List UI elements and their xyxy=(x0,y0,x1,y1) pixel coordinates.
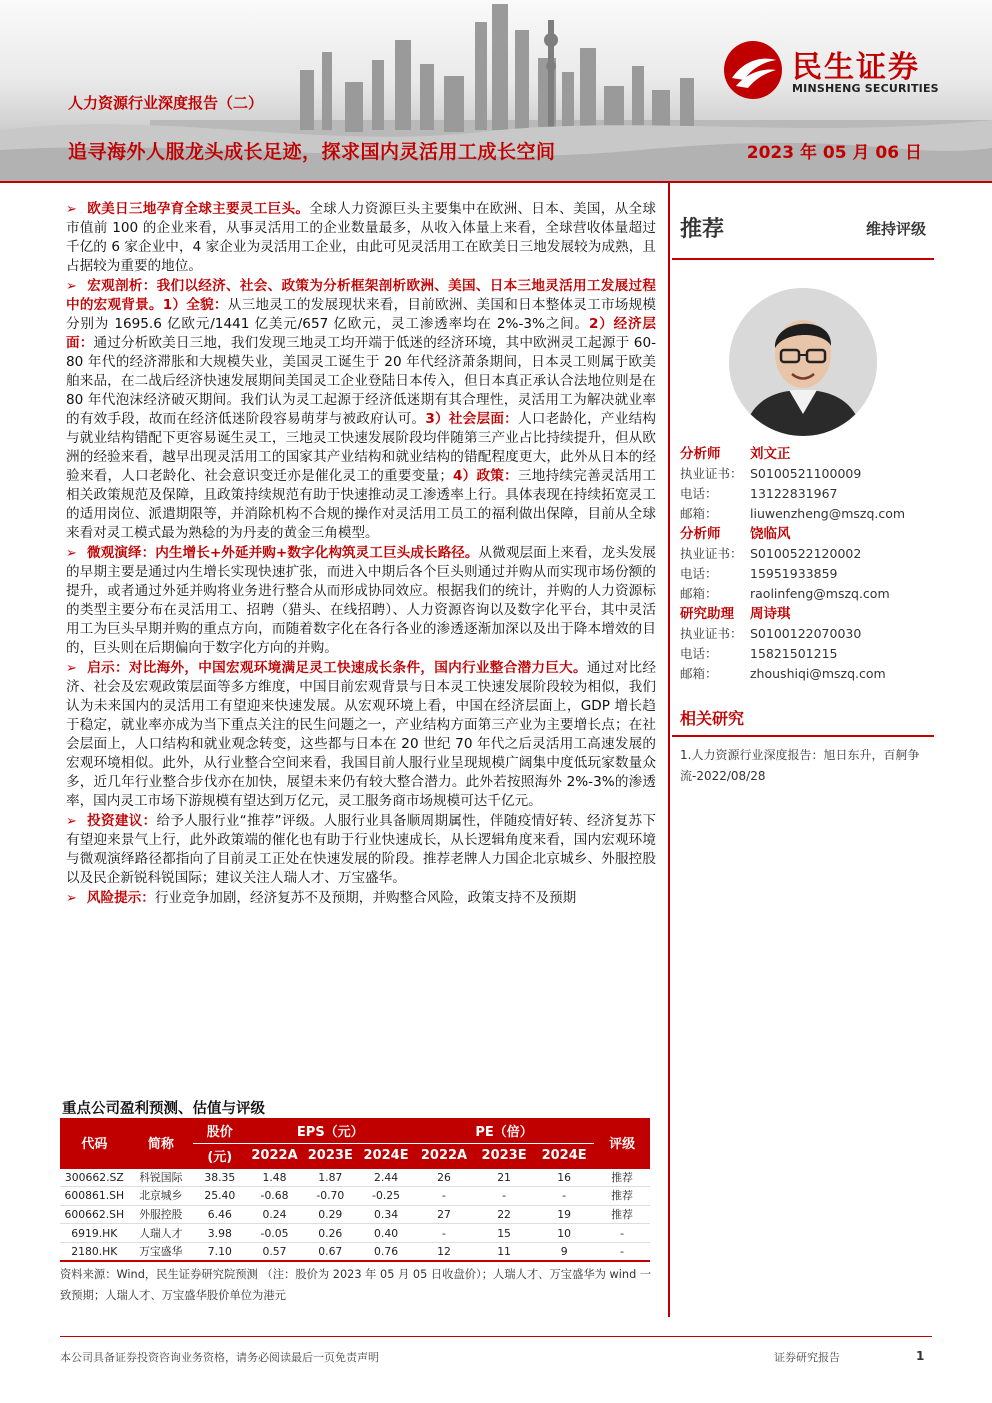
cell-pe-2024: 16 xyxy=(534,1168,594,1187)
paragraph-lead: 风险提示： xyxy=(86,890,155,906)
related-research xyxy=(672,706,934,787)
col-eps-2022: 2022A xyxy=(247,1143,303,1168)
sidebar xyxy=(672,196,934,783)
summary-paragraph xyxy=(66,200,656,276)
cell-name: 北京城乡 xyxy=(129,1187,193,1206)
paragraph-text: 从三地灵工的发展现状来看，目前欧洲、美国和日本整体灵工市场规模分别为 1695.6 亿欧元/1441 亿美元/657 亿欧元，灵工渗透率均在 2%-3%之间。 xyxy=(66,297,657,332)
cell-eps-2023: 1.87 xyxy=(302,1168,358,1187)
cell-code: 300662.SZ xyxy=(60,1168,129,1187)
arrow-bullet-icon: ➢ xyxy=(66,279,77,294)
cell-eps-2024: 0.34 xyxy=(358,1205,414,1224)
analyst-phone-label: 电话： xyxy=(680,646,718,661)
cell-eps-2023: 0.67 xyxy=(302,1242,358,1261)
cell-eps-2022: 0.57 xyxy=(247,1242,303,1261)
col-pe-2022: 2022A xyxy=(414,1143,474,1168)
cell-code: 2180.HK xyxy=(60,1242,129,1261)
paragraph-text: 全球人力资源巨头主要集中在欧洲、日本、美国，从全球市值前 100 的企业来看，从事灵活用工的企业数量最多，从收入体量上来看，全球营收体量超过千亿的 6 家企业中，4 家企业为灵活用工企业，由此可见灵活用工在欧美日三地发展较为成熟，且占据较为重要的地位。 xyxy=(66,201,657,274)
cell-name: 万宝盛华 xyxy=(129,1242,193,1261)
analyst-cert: S0100521100009 xyxy=(750,466,862,481)
analyst-cert-row xyxy=(680,464,934,484)
cell-eps-2024: 0.40 xyxy=(358,1224,414,1243)
cell-pe-2023: 11 xyxy=(474,1242,534,1261)
rating-value: 推荐 xyxy=(680,217,725,242)
cell-eps-2024: -0.25 xyxy=(358,1187,414,1206)
cell-eps-2022: 1.48 xyxy=(247,1168,303,1187)
table-row xyxy=(60,1205,650,1224)
cell-eps-2023: 0.29 xyxy=(302,1205,358,1224)
summary-paragraph xyxy=(66,889,656,908)
cell-eps-2022: 0.24 xyxy=(247,1205,303,1224)
paragraph-subheading: 2）经济层面： xyxy=(66,316,656,351)
analyst-email[interactable]: zhoushiqi@mszq.com xyxy=(750,666,886,681)
cell-price: 38.35 xyxy=(193,1168,247,1187)
table-row xyxy=(60,1224,650,1243)
summary-paragraph xyxy=(66,277,656,543)
col-price: 股价 xyxy=(193,1118,247,1143)
paragraph-lead: 宏观剖析：我们以经济、社会、政策为分析框架剖析欧洲、美国、日本三地灵活用工发展过程中的宏观背景。 xyxy=(66,278,656,313)
cell-rating: 推荐 xyxy=(594,1168,650,1187)
col-rating: 评级 xyxy=(594,1118,650,1168)
analyst-cert-label: 执业证书： xyxy=(680,466,743,481)
forecast-table-body xyxy=(60,1168,650,1261)
analyst-role: 分析师 xyxy=(680,446,721,462)
analyst-email-row xyxy=(680,664,934,684)
arrow-bullet-icon: ➢ xyxy=(66,202,77,217)
paragraph-text: 通过对比经济、社会及宏观政策层面等多方维度，中国目前宏观背景与日本灵工快速发展阶段较为相似，我们认为未来国内的灵活用工有望迎来快速发展。从宏观环境上看，中国在经济层面上，GDP 增长趋于稳定，就业率亦成为当下重点关注的民生问题之一，产业结构方面第三产业为主要增长点；在社会层面上，人口结构和就业观念转变，这些都与日本在 20 世纪 70 年代之后灵活用工高速发展的宏观环境相似。此外，从行业整合空间来看，我国目前人服行业呈现规模广阔集中度低玩家数量众多，近几年行业整合步伐亦在加快，展望未来仍有较大整合潜力。此外若按照海外 2%-3%的渗透率，国内灵工市场下游规模有望达到万亿元，灵工服务商市场规模可达千亿元。 xyxy=(66,660,657,809)
paragraph-text: 通过分析欧美日三地，我们发现三地灵工均开端于低迷的经济环境，其中欧洲灵工起源于 60-80 年代的经济滞胀和大规模失业，美国灵工诞生于 20 年代经济萧条期间，日本灵工则属于欧美舶来品，在二战后经济快速发展期间美国灵工企业登陆日本传入，但日本真正承认合法地位则是在 80 年代泡沫经济破灭期间。我们认为灵工起源于经济低迷期有其合理性，灵活用工为解决就业率的有效手段，故而在经济低迷阶段容易萌芽与被政府认可。 xyxy=(66,335,656,427)
analyst-portrait-image xyxy=(729,288,877,436)
cell-rating: - xyxy=(594,1242,650,1261)
arrow-bullet-icon: ➢ xyxy=(66,546,77,561)
analyst-phone-row xyxy=(680,564,934,584)
cell-price: 7.10 xyxy=(193,1242,247,1261)
col-price-unit: (元) xyxy=(193,1143,247,1168)
cell-pe-2024: - xyxy=(534,1187,594,1206)
summary-paragraph xyxy=(66,659,656,811)
cell-name: 外服控股 xyxy=(129,1205,193,1224)
analyst-email-label: 邮箱： xyxy=(680,506,718,521)
analyst-email[interactable]: liuwenzheng@mszq.com xyxy=(750,506,906,521)
cell-pe-2024: 10 xyxy=(534,1224,594,1243)
paragraph-text: 人口老龄化，产业结构与就业结构错配下更容易诞生灵工，三地灵工快速发展阶段均伴随第三产业占比持续提升，但从欧洲的经验来看，越早出现灵活用工的国家其产业结构和就业结构的错配程度更大，此外从日本的经验来看，人口老龄化、社会意识变迁亦是催化灵工的重要变量； xyxy=(66,411,656,484)
cell-rating: - xyxy=(594,1224,650,1243)
cell-pe-2023: - xyxy=(474,1187,534,1206)
table-row xyxy=(60,1242,650,1261)
cell-pe-2023: 22 xyxy=(474,1205,534,1224)
analyst-name: 饶临风 xyxy=(750,526,791,542)
cell-code: 600861.SH xyxy=(60,1187,129,1206)
cell-price: 6.46 xyxy=(193,1205,247,1224)
cell-eps-2022: -0.05 xyxy=(247,1224,303,1243)
footer-divider xyxy=(60,1336,932,1337)
paragraph-text: 从微观层面上来看，龙头发展的早期主要是通过内生增长实现快速扩张，而进入中期后各个巨头则通过并购从而实现市场份额的提升，或者通过外延并购将业务进行整合从而形成协同效应。根据我们的统计，并购的人力资源标的类型主要分布在灵活用工、招聘（猎头、在线招聘）、人力资源咨询以及数字化平台，其中灵活用工为巨头早期并购的重点方向，而随着数字化在各行各业的渗透逐渐加深以及出于降本增效的目的，巨头则在后期偏向于数字化方向的并购。 xyxy=(66,545,656,656)
analyst-email-row xyxy=(680,584,934,604)
paragraph-text: 给予人服行业“推荐”评级。人服行业具备顺周期属性，伴随疫情好转、经济复苏下有望迎来景气上行，此外政策端的催化也有助于行业快速成长，从长逻辑角度来看，国内宏观环境与微观演绎路径都指向了目前灵工正处在快速发展的阶段。推荐老牌人力国企北京城乡、外服控股以及民企新锐科锐国际；建议关注人瑞人才、万宝盛华。 xyxy=(66,813,656,886)
cell-eps-2023: 0.26 xyxy=(302,1224,358,1243)
column-divider xyxy=(668,183,670,1317)
cell-price: 3.98 xyxy=(193,1224,247,1243)
analyst-name: 刘文正 xyxy=(750,446,791,462)
paragraph-lead: 投资建议： xyxy=(86,813,157,829)
cell-code: 600662.SH xyxy=(60,1205,129,1224)
cell-pe-2022: - xyxy=(414,1224,474,1243)
report-date: 2023 年 05 月 06 日 xyxy=(746,143,922,163)
cell-pe-2022: 27 xyxy=(414,1205,474,1224)
analyst-cert: S0100522120002 xyxy=(750,546,862,561)
paragraph-text: 行业竞争加剧，经济复苏不及预期，并购整合风险，政策支持不及预期 xyxy=(154,890,577,906)
cell-pe-2024: 9 xyxy=(534,1242,594,1261)
analyst-name-row xyxy=(680,444,934,464)
paragraph-lead: 微观演绎：内生增长+外延并购+数字化构筑灵工巨头成长路径。 xyxy=(86,545,479,561)
cell-rating: 推荐 xyxy=(594,1205,650,1224)
rating-note: 维持评级 xyxy=(865,220,926,238)
page-number: 1 xyxy=(916,1349,925,1363)
cell-pe-2023: 21 xyxy=(474,1168,534,1187)
cell-pe-2024: 19 xyxy=(534,1205,594,1224)
table-row xyxy=(60,1187,650,1206)
cell-rating: 推荐 xyxy=(594,1187,650,1206)
analyst-email[interactable]: raolinfeng@mszq.com xyxy=(750,586,890,601)
footer-disclaimer: 本公司具备证券投资咨询业务资格，请务必阅读最后一页免责声明 xyxy=(60,1351,379,1364)
analyst-cert: S0100122070030 xyxy=(750,626,862,641)
minsheng-logo-icon xyxy=(722,40,784,100)
analyst-phone-row xyxy=(680,484,934,504)
cell-eps-2022: -0.68 xyxy=(247,1187,303,1206)
col-eps-2023: 2023E xyxy=(302,1143,358,1168)
related-research-item[interactable]: 1.人力资源行业深度报告：旭日东升，百舸争流-2022/08/28 xyxy=(680,748,920,783)
analyst-cert-label: 执业证书： xyxy=(680,626,743,641)
paragraph-subheading: 3）社会层面： xyxy=(425,411,518,427)
col-name: 简称 xyxy=(129,1118,193,1168)
arrow-bullet-icon: ➢ xyxy=(66,891,77,906)
col-code: 代码 xyxy=(60,1118,129,1168)
summary-body xyxy=(66,200,656,909)
analyst-name-row xyxy=(680,604,934,624)
table-row xyxy=(60,1168,650,1187)
analyst-cert-row xyxy=(680,544,934,564)
paragraph-subheading: 1）全貌： xyxy=(162,297,228,313)
logo-english-name: MINSHENG SECURITIES xyxy=(792,82,939,95)
analyst-phone: 13122831967 xyxy=(750,486,838,501)
col-pe-2023: 2023E xyxy=(474,1143,534,1168)
analyst-photo xyxy=(729,288,877,436)
paragraph-lead: 启示：对比海外，中国宏观环境满足灵工快速成长条件，国内行业整合潜力巨大。 xyxy=(86,660,587,676)
cell-pe-2022: 12 xyxy=(414,1242,474,1261)
analyst-email-label: 邮箱： xyxy=(680,666,718,681)
related-research-title: 相关研究 xyxy=(672,706,934,737)
summary-paragraph xyxy=(66,544,656,658)
analyst-phone-label: 电话： xyxy=(680,486,718,501)
header-divider xyxy=(0,181,992,183)
col-pe: PE（倍） xyxy=(414,1118,594,1143)
analyst-list xyxy=(680,444,934,684)
logo-chinese-name: 民生证券 xyxy=(792,50,920,85)
analyst-phone: 15951933859 xyxy=(750,566,838,581)
analyst-name: 周诗琪 xyxy=(750,606,791,622)
cell-pe-2022: 26 xyxy=(414,1168,474,1187)
col-eps-2024: 2024E xyxy=(358,1143,414,1168)
minsheng-logo xyxy=(722,40,962,100)
paragraph-lead: 欧美日三地孕育全球主要灵工巨头。 xyxy=(86,201,310,217)
col-pe-2024: 2024E xyxy=(534,1143,594,1168)
col-eps: EPS（元） xyxy=(247,1118,414,1143)
analyst-cert-row xyxy=(680,624,934,644)
analyst-phone-label: 电话： xyxy=(680,566,718,581)
analyst-email-row xyxy=(680,504,934,524)
forecast-table xyxy=(60,1118,650,1262)
analyst-cert-label: 执业证书： xyxy=(680,546,743,561)
cell-pe-2023: 15 xyxy=(474,1224,534,1243)
cell-code: 6919.HK xyxy=(60,1224,129,1243)
cell-name: 科锐国际 xyxy=(129,1168,193,1187)
cell-eps-2024: 2.44 xyxy=(358,1168,414,1187)
analyst-role: 分析师 xyxy=(680,526,721,542)
report-title: 追寻海外人服龙头成长足迹，探求国内灵活用工成长空间 xyxy=(68,141,556,163)
report-series: 人力资源行业深度报告（二） xyxy=(68,94,264,112)
paragraph-text: 三地持续完善灵活用工相关政策规范及保障，且政策持续规范有助于快速推动灵工渗透率上行。具体表现在持续拓宽灵工的适用岗位、派遣期限等，并消除机构不合规的操作对灵活用工员工的福利做出保障，目前从全球来看对灵工模式最为熟稔的为丹麦的黄金三角模型。 xyxy=(66,468,657,541)
arrow-bullet-icon: ➢ xyxy=(66,661,77,676)
rating-box xyxy=(672,196,934,260)
cell-price: 25.40 xyxy=(193,1187,247,1206)
paragraph-subheading: 4）政策： xyxy=(452,468,518,484)
table-source-note: 资料来源：Wind，民生证券研究院预测 （注：股价为 2023 年 05 月 05 日收盘价）；人瑞人才、万宝盛华为 wind 一致预期；人瑞人才、万宝盛华股价单位为港元 xyxy=(60,1268,652,1302)
footer-report-type: 证券研究报告 xyxy=(774,1351,840,1364)
cell-name: 人瑞人才 xyxy=(129,1224,193,1243)
analyst-name-row xyxy=(680,524,934,544)
analyst-phone: 15821501215 xyxy=(750,646,838,661)
header-banner xyxy=(0,0,992,182)
arrow-bullet-icon: ➢ xyxy=(66,814,77,829)
table-title: 重点公司盈利预测、估值与评级 xyxy=(62,1101,265,1117)
analyst-email-label: 邮箱： xyxy=(680,586,718,601)
analyst-phone-row xyxy=(680,644,934,664)
summary-paragraph xyxy=(66,812,656,888)
analyst-role: 研究助理 xyxy=(680,606,734,622)
cell-eps-2023: -0.70 xyxy=(302,1187,358,1206)
cell-pe-2022: - xyxy=(414,1187,474,1206)
cell-eps-2024: 0.76 xyxy=(358,1242,414,1261)
